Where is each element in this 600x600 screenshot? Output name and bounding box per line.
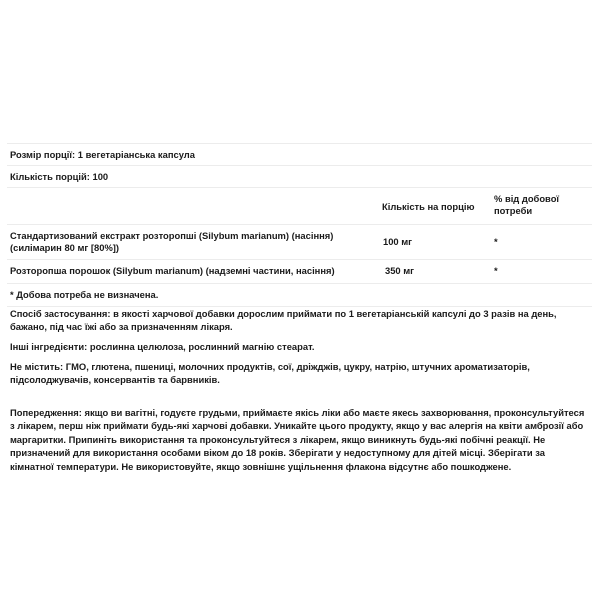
ingredient-name: Стандартизований екстракт розторопші (Silybum marianum) (насіння) (силімарин 80 мг [80%]) (10, 230, 334, 253)
ingredient-daily-value: * (494, 265, 498, 276)
table-row (7, 224, 592, 259)
supplement-facts-table (7, 143, 592, 307)
usage-paragraph: Спосіб застосування: в якості харчової добавки дорослим приймати по 1 вегетаріанській капсулі до 3 разів на день, бажано, під час їжі або за призначенням лікаря. (10, 308, 557, 333)
table-footnote: * Добова потреба не визначена. (7, 283, 592, 307)
ingredient-amount: 350 мг (385, 265, 415, 276)
table-row (7, 259, 592, 283)
servings-count: Кількість порцій: 100 (7, 165, 592, 187)
free-from-paragraph: Не містить: ГМО, глютена, пшениці, молочних продуктів, сої, дріжджів, цукру, натрію, штучних ароматизаторів, підсолоджувачів, консервантів та барвників. (10, 361, 530, 386)
serving-size: Розмір порції: 1 вегетаріанська капсула (7, 143, 592, 165)
warning-paragraph: Попередження: якщо ви вагітні, годуєте грудьми, приймаєте якісь ліки або маєте якесь захворювання, проконсультуйтеся з лікарем, перш ніж приймати будь-які харчові добавки. Уникайте цього продукту, якщо у вас алергія на квіти амброзії або маргаритки. Припиніть використання та проконсультуйтеся з лікарем, якщо виникнуть будь-які побічні реакції. Не призначений для використання особами віком до 18 років. Зберігати у недоступному для дітей місці. Зберігати за кімнатної температури. Не використовуйте, якщо зовнішнє ущільнення флакона відсутнє або пошкоджене. (10, 407, 585, 472)
table-header (7, 187, 592, 224)
ingredient-amount: 100 мг (383, 236, 413, 247)
daily-value-header: % від добової потреби (494, 193, 560, 216)
amount-header: Кількість на порцію (382, 201, 475, 212)
other-ingredients-paragraph: Інші інгредієнти: рослинна целюлоза, рослинний магнію стеарат. (10, 341, 315, 352)
ingredient-name: Розторопша порошок (Silybum marianum) (надземні частини, насіння) (10, 265, 335, 276)
ingredient-daily-value: * (494, 236, 498, 247)
